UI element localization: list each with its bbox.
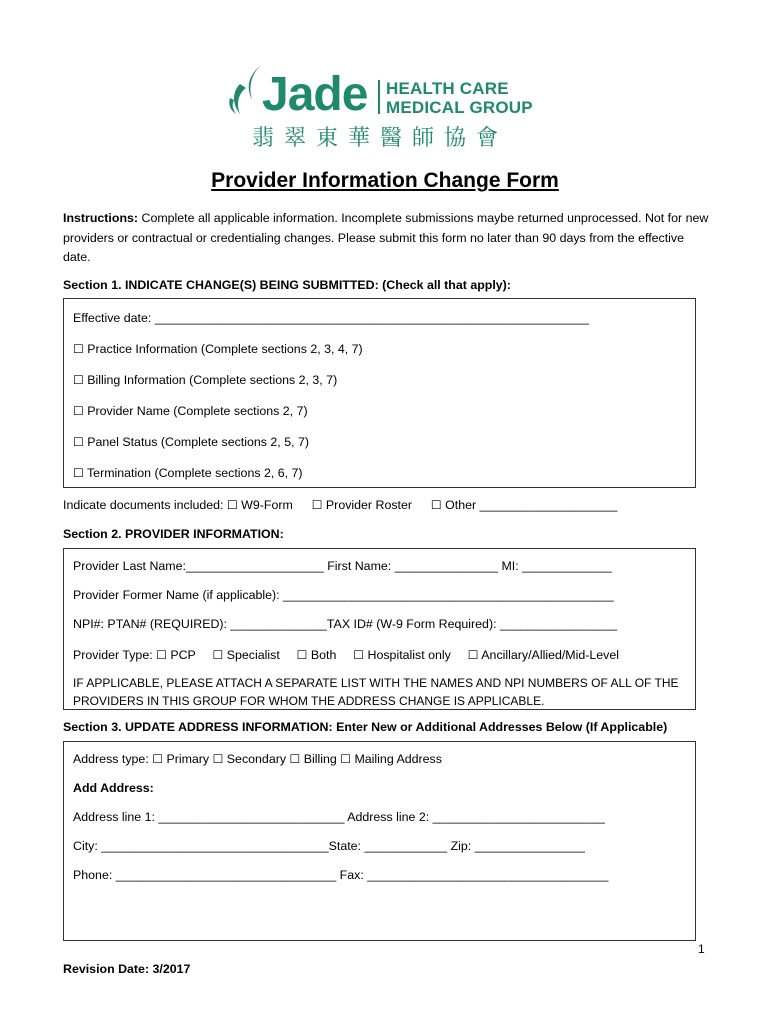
checkbox-icon[interactable]: ☐ (156, 648, 167, 662)
logo-line1: HEALTH CARE (386, 79, 509, 98)
provider-type-row: Provider Type: ☐ PCP ☐ Specialist ☐ Both ☐ Hospitalist only ☐ Ancillary/Allied/Mid-Level (73, 648, 620, 662)
checkbox-icon[interactable]: ☐ (73, 373, 84, 387)
checkbox-icon[interactable]: ☐ (73, 435, 84, 449)
logo-line2: MEDICAL GROUP (386, 98, 533, 117)
attach-note-line2: PROVIDERS IN THIS GROUP FOR WHOM THE ADDRESS CHANGE IS APPLICABLE. (73, 694, 545, 708)
former-name-field[interactable]: Provider Former Name (if applicable): ________________________________________________ (73, 588, 614, 602)
section2-box (63, 548, 696, 710)
checkbox-icon[interactable]: ☐ (73, 466, 84, 480)
checkbox-icon[interactable]: ☐ (311, 498, 323, 512)
city-state-zip-fields[interactable]: City: _________________________________State: ____________ Zip: ________________ (73, 839, 585, 853)
provider-type-label: Provider Type: (73, 648, 153, 662)
logo-brand: Jade (262, 68, 368, 121)
address-type-label: Address type: (73, 752, 149, 766)
company-logo (226, 64, 536, 159)
documents-label: Indicate documents included: (63, 498, 224, 512)
checkbox-icon[interactable]: ☐ (340, 752, 351, 766)
option-provider-name[interactable]: ☐ Provider Name (Complete sections 2, 7) (73, 404, 308, 418)
checkbox-icon[interactable]: ☐ (212, 752, 224, 766)
option-panel-status[interactable]: ☐ Panel Status (Complete sections 2, 5, 7) (73, 435, 309, 449)
doc-w9: W9-Form (241, 498, 293, 512)
checkbox-icon[interactable]: ☐ (353, 648, 365, 662)
documents-row (63, 498, 617, 512)
option-termination[interactable]: ☐ Termination (Complete sections 2, 6, 7) (73, 466, 303, 480)
npi-tax-fields[interactable]: NPI#: PTAN# (REQUIRED): ______________TAX ID# (W-9 Form Required): _________________ (73, 617, 618, 631)
section3-box (63, 741, 696, 941)
add-address-label: Add Address: (73, 781, 154, 795)
logo-divider (378, 80, 380, 114)
checkbox-icon[interactable]: ☐ (430, 498, 442, 512)
revision-date: Revision Date: 3/2017 (63, 962, 191, 976)
page-number: 1 (698, 942, 705, 956)
checkbox-icon[interactable]: ☐ (73, 404, 84, 418)
address-lines-fields[interactable]: Address line 1: ___________________________ Address line 2: _________________________ (73, 810, 605, 824)
provider-name-fields[interactable]: Provider Last Name:____________________ First Name: _______________ MI: _____________ (73, 559, 612, 573)
checkbox-icon[interactable]: ☐ (73, 342, 84, 356)
checkbox-icon[interactable]: ☐ (226, 498, 238, 512)
attach-note-line1: IF APPLICABLE, PLEASE ATTACH A SEPARATE LIST WITH THE NAMES AND NPI NUMBERS OF ALL OF THE (73, 676, 679, 690)
checkbox-icon[interactable]: ☐ (152, 752, 163, 766)
instructions (63, 209, 713, 268)
section1-box (63, 298, 696, 488)
section3-heading: Section 3. UPDATE ADDRESS INFORMATION: Enter New or Additional Addresses Below (If Applicable) (63, 720, 668, 734)
option-practice-info[interactable]: ☐ Practice Information (Complete sections 2, 3, 4, 7) (73, 342, 363, 356)
checkbox-icon[interactable]: ☐ (212, 648, 224, 662)
doc-other[interactable]: Other ____________________ (445, 498, 618, 512)
form-title: Provider Information Change Form (211, 169, 559, 192)
logo-chinese: 翡翠東華醫師協會 (252, 126, 509, 151)
checkbox-icon[interactable]: ☐ (467, 648, 479, 662)
section1-heading: Section 1. INDICATE CHANGE(S) BEING SUBMITTED: (Check all that apply): (63, 278, 511, 292)
option-billing-info[interactable]: ☐ Billing Information (Complete sections 2, 3, 7) (73, 373, 338, 387)
instructions-label: Instructions: (63, 211, 139, 225)
instructions-text: Complete all applicable information. Incomplete submissions maybe returned unprocessed. Not for new providers or contractual or credentialing changes. Please submit this form no later than 90 days from the effective date. (63, 211, 709, 265)
address-type-row: Address type: ☐ Primary ☐ Secondary ☐ Billing ☐ Mailing Address (73, 752, 442, 766)
phone-fax-fields[interactable]: Phone: ________________________________ Fax: ___________________________________ (73, 868, 609, 882)
doc-roster: Provider Roster (325, 498, 412, 512)
checkbox-icon[interactable]: ☐ (296, 648, 308, 662)
section2-heading: Section 2. PROVIDER INFORMATION: (63, 527, 284, 541)
checkbox-icon[interactable]: ☐ (289, 752, 301, 766)
effective-date-field[interactable]: Effective date: _______________________________________________________________ (73, 311, 589, 325)
